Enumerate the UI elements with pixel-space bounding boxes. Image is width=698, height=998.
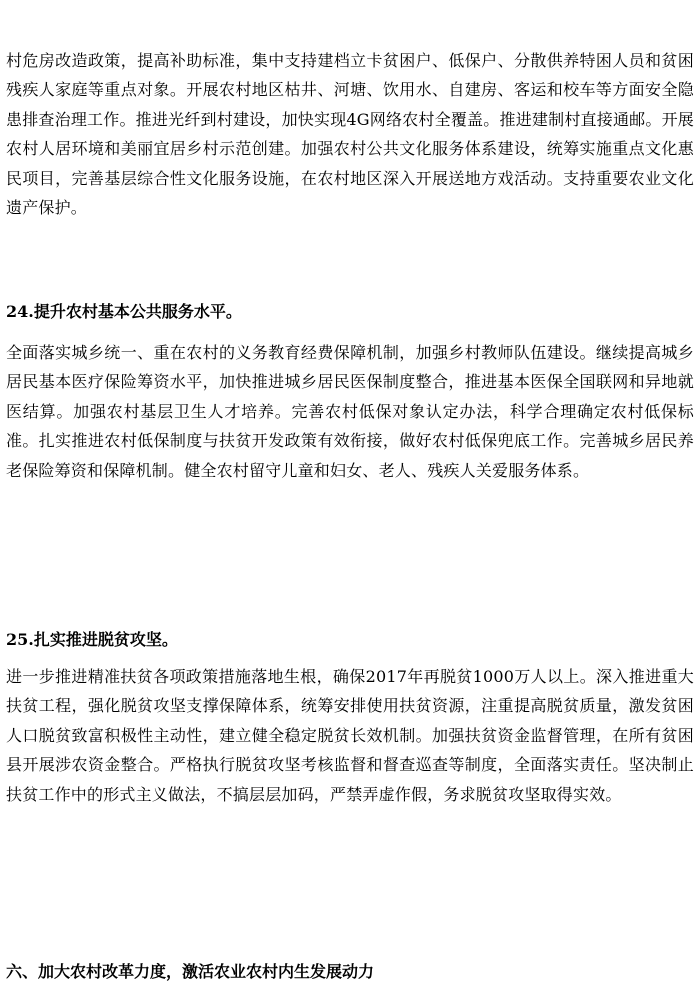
paragraph-section-24: 全面落实城乡统一、重在农村的义务教育经费保障机制，加强乡村教师队伍建设。继续提高城乡居民基本医疗保险筹资水平，加快推进城乡居民医保制度整合，推进基本医保全国联网和异地就医结算。加强农村基层卫生人才培养。完善农村低保对象认定办法，科学合理确定农村低保标准。扎实推进农村低保制度与扶贫开发政策有效衔接，做好农村低保兜底工作。完善城乡居民养老保险筹资和保障机制。健全农村留守儿童和妇女、老人、残疾人关爱服务体系。 <box>6 343 694 480</box>
heading-section-24: 24.提升农村基本公共服务水平。 <box>6 302 242 321</box>
heading-part-6: 六、加大农村改革力度，激活农业农村内生发展动力 <box>6 962 375 981</box>
heading-section-25: 25.扎实推进脱贫攻坚。 <box>6 630 178 649</box>
paragraph-section-25: 进一步推进精准扶贫各项政策措施落地生根，确保2017年再脱贫1000万人以上。深入推进重大扶贫工程，强化脱贫攻坚支撑保障体系，统筹安排使用扶贫资源，注重提高脱贫质量，激发贫困人口脱贫致富积极性主动性，建立健全稳定脱贫长效机制。加强扶贫资金监督管理，在所有贫困县开展涉农资金整合。严格执行脱贫攻坚考核监督和督查巡查等制度，全面落实责任。坚决制止扶贫工作中的形式主义做法，不搞层层加码，严禁弄虚作假，务求脱贫攻坚取得实效。 <box>6 667 694 804</box>
paragraph-rural-housing-and-culture: 村危房改造政策，提高补助标准，集中支持建档立卡贫困户、低保户、分散供养特困人员和贫困残疾人家庭等重点对象。开展农村地区枯井、河塘、饮用水、自建房、客运和校车等方面安全隐患排查治理工作。推进光纤到村建设，加快实现4G网络农村全覆盖。推进建制村直接通邮。开展农村人居环境和美丽宜居乡村示范创建。加强农村公共文化服务体系建设，统筹实施重点文化惠民项目，完善基层综合性文化服务设施，在农村地区深入开展送地方戏活动。支持重要农业文化遗产保护。 <box>6 51 694 218</box>
